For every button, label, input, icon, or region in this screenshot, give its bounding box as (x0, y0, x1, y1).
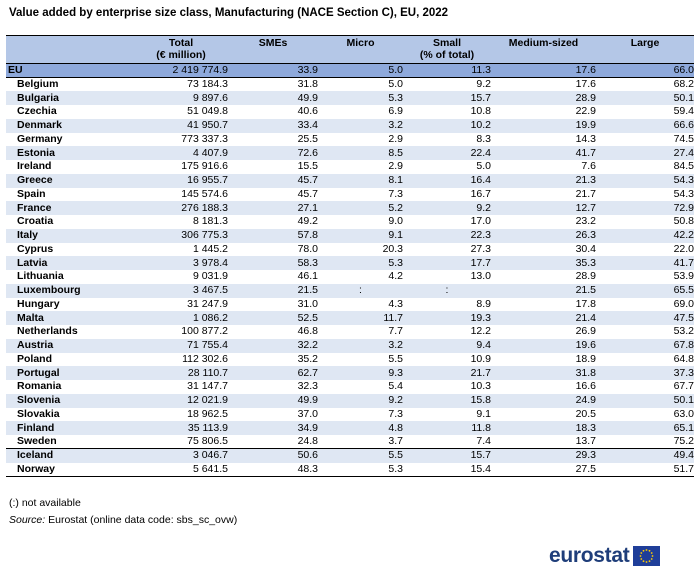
cell-total: 51 049.8 (126, 105, 228, 119)
country-name: Slovakia (6, 408, 126, 422)
cell-total: 31 247.9 (126, 298, 228, 312)
cell-micro: 3.7 (318, 435, 403, 449)
cell-large: 72.9 (596, 201, 694, 215)
cell-total: 276 188.3 (126, 201, 228, 215)
cell-micro: 9.0 (318, 215, 403, 229)
table-row (6, 270, 694, 284)
cell-smes: 32.2 (228, 339, 318, 353)
flag-star (649, 550, 651, 552)
cell-micro: : (318, 284, 403, 298)
cell-micro: 2.9 (318, 160, 403, 174)
table-row (6, 284, 694, 298)
cell-small: 27.3 (403, 243, 491, 257)
cell-medium: 17.8 (491, 298, 596, 312)
cell-micro: 5.5 (318, 449, 403, 463)
country-name: Estonia (6, 146, 126, 160)
cell-total: 112 302.6 (126, 353, 228, 367)
cell-small: 11.3 (403, 64, 491, 78)
table-row (6, 421, 694, 435)
header-total-line2: (€ million) (156, 49, 206, 61)
cell-large: 22.0 (596, 243, 694, 257)
table-row (6, 311, 694, 325)
country-name: Italy (6, 229, 126, 243)
cell-total: 3 046.7 (126, 449, 228, 463)
cell-smes: 78.0 (228, 243, 318, 257)
cell-large: 50.1 (596, 91, 694, 105)
cell-micro: 7.3 (318, 188, 403, 202)
cell-large: 53.2 (596, 325, 694, 339)
cell-small: 9.4 (403, 339, 491, 353)
cell-small: 5.0 (403, 160, 491, 174)
country-name: EU (6, 64, 126, 78)
cell-smes: 49.9 (228, 91, 318, 105)
cell-medium: 24.9 (491, 394, 596, 408)
cell-medium: 20.5 (491, 408, 596, 422)
cell-micro: 6.9 (318, 105, 403, 119)
header-small-line1: Small (432, 37, 461, 49)
header-large: Large (596, 36, 694, 64)
cell-small: 7.4 (403, 435, 491, 449)
cell-large: 50.8 (596, 215, 694, 229)
cell-medium: 21.3 (491, 174, 596, 188)
cell-micro: 4.2 (318, 270, 403, 284)
table-row (6, 243, 694, 257)
table-row (6, 408, 694, 422)
flag-star (651, 558, 653, 560)
cell-smes: 46.8 (228, 325, 318, 339)
country-name: Slovenia (6, 394, 126, 408)
cell-medium: 13.7 (491, 435, 596, 449)
cell-total: 1 445.2 (126, 243, 228, 257)
cell-small: 10.9 (403, 353, 491, 367)
cell-smes: 35.2 (228, 353, 318, 367)
table-row (6, 201, 694, 215)
country-name: Germany (6, 133, 126, 147)
cell-medium: 12.7 (491, 201, 596, 215)
cell-micro: 9.3 (318, 366, 403, 380)
country-name: Hungary (6, 298, 126, 312)
cell-medium: 41.7 (491, 146, 596, 160)
country-name: Sweden (6, 435, 126, 449)
cell-total: 28 110.7 (126, 366, 228, 380)
cell-small: 22.3 (403, 229, 491, 243)
table-row (6, 133, 694, 147)
cell-smes: 52.5 (228, 311, 318, 325)
cell-large: 47.5 (596, 311, 694, 325)
cell-micro: 9.1 (318, 229, 403, 243)
cell-medium: 22.9 (491, 105, 596, 119)
cell-smes: 37.0 (228, 408, 318, 422)
cell-small: 10.8 (403, 105, 491, 119)
country-name: Czechia (6, 105, 126, 119)
cell-total: 31 147.7 (126, 380, 228, 394)
cell-medium: 23.2 (491, 215, 596, 229)
table-row (6, 463, 694, 477)
cell-micro: 8.5 (318, 146, 403, 160)
country-name: Iceland (6, 449, 126, 463)
cell-small: 9.2 (403, 201, 491, 215)
cell-total: 1 086.2 (126, 311, 228, 325)
country-name: Romania (6, 380, 126, 394)
cell-micro: 5.3 (318, 91, 403, 105)
flag-star (651, 552, 653, 554)
cell-large: 67.7 (596, 380, 694, 394)
cell-small: 8.9 (403, 298, 491, 312)
country-name: France (6, 201, 126, 215)
cell-total: 145 574.6 (126, 188, 228, 202)
cell-total: 5 641.5 (126, 463, 228, 477)
country-name: Bulgaria (6, 91, 126, 105)
header-micro: Micro (318, 36, 403, 64)
cell-micro: 3.2 (318, 339, 403, 353)
cell-large: 37.3 (596, 366, 694, 380)
country-name: Malta (6, 311, 126, 325)
cell-medium: 27.5 (491, 463, 596, 477)
cell-medium: 28.9 (491, 270, 596, 284)
cell-large: 41.7 (596, 256, 694, 270)
table-row (6, 449, 694, 463)
table-row (6, 91, 694, 105)
cell-medium: 35.3 (491, 256, 596, 270)
cell-medium: 21.7 (491, 188, 596, 202)
cell-medium: 19.9 (491, 119, 596, 133)
flag-star (646, 549, 648, 551)
cell-medium: 18.3 (491, 421, 596, 435)
cell-total: 2 419 774.9 (126, 64, 228, 78)
table-row (6, 160, 694, 174)
cell-large: 51.7 (596, 463, 694, 477)
cell-smes: 31.0 (228, 298, 318, 312)
table-row (6, 366, 694, 380)
cell-total: 3 978.4 (126, 256, 228, 270)
header-smes: SMEs (228, 36, 318, 64)
cell-small: 15.4 (403, 463, 491, 477)
cell-smes: 58.3 (228, 256, 318, 270)
country-name: Croatia (6, 215, 126, 229)
country-name: Finland (6, 421, 126, 435)
cell-total: 175 916.6 (126, 160, 228, 174)
cell-medium: 26.9 (491, 325, 596, 339)
header-country (6, 36, 126, 64)
cell-large: 69.0 (596, 298, 694, 312)
cell-smes: 34.9 (228, 421, 318, 435)
cell-micro: 4.8 (318, 421, 403, 435)
cell-total: 12 021.9 (126, 394, 228, 408)
header-small (403, 36, 491, 64)
table-row (6, 339, 694, 353)
cell-smes: 15.5 (228, 160, 318, 174)
cell-medium: 7.6 (491, 160, 596, 174)
country-name: Poland (6, 353, 126, 367)
eurostat-logo (549, 544, 660, 568)
cell-large: 65.5 (596, 284, 694, 298)
cell-smes: 45.7 (228, 188, 318, 202)
header-total (126, 36, 228, 64)
table-row (6, 105, 694, 119)
cell-small: 15.7 (403, 449, 491, 463)
country-name: Belgium (6, 78, 126, 92)
cell-medium: 21.4 (491, 311, 596, 325)
cell-total: 75 806.5 (126, 435, 228, 449)
cell-medium: 19.6 (491, 339, 596, 353)
cell-total: 4 407.9 (126, 146, 228, 160)
flag-star (643, 550, 645, 552)
cell-total: 773 337.3 (126, 133, 228, 147)
cell-smes: 24.8 (228, 435, 318, 449)
cell-small: 19.3 (403, 311, 491, 325)
cell-smes: 50.6 (228, 449, 318, 463)
cell-smes: 49.2 (228, 215, 318, 229)
header-small-line2: (% of total) (419, 49, 475, 61)
cell-large: 66.0 (596, 64, 694, 78)
footnote: (:) not available (9, 497, 81, 509)
table-row (6, 298, 694, 312)
table-row (6, 146, 694, 160)
cell-small: 22.4 (403, 146, 491, 160)
cell-large: 63.0 (596, 408, 694, 422)
cell-small: 13.0 (403, 270, 491, 284)
cell-large: 54.3 (596, 188, 694, 202)
eu-flag-icon (633, 546, 660, 566)
cell-smes: 45.7 (228, 174, 318, 188)
table-row (6, 229, 694, 243)
cell-large: 65.1 (596, 421, 694, 435)
cell-medium: 17.6 (491, 64, 596, 78)
cell-small: 9.1 (403, 408, 491, 422)
cell-large: 53.9 (596, 270, 694, 284)
table-row (6, 256, 694, 270)
country-name: Spain (6, 188, 126, 202)
cell-total: 3 467.5 (126, 284, 228, 298)
cell-large: 68.2 (596, 78, 694, 92)
cell-medium: 28.9 (491, 91, 596, 105)
cell-large: 66.6 (596, 119, 694, 133)
flag-star (641, 558, 643, 560)
table-row (6, 353, 694, 367)
cell-small: 17.0 (403, 215, 491, 229)
header-total-line1: Total (168, 37, 194, 49)
cell-total: 9 031.9 (126, 270, 228, 284)
cell-small: 11.8 (403, 421, 491, 435)
cell-smes: 57.8 (228, 229, 318, 243)
cell-small: 8.3 (403, 133, 491, 147)
source-note (9, 514, 237, 526)
table-row (6, 119, 694, 133)
cell-total: 306 775.3 (126, 229, 228, 243)
cell-small: 12.2 (403, 325, 491, 339)
table-header-row (6, 36, 694, 64)
table-row (6, 215, 694, 229)
cell-smes: 40.6 (228, 105, 318, 119)
cell-micro: 7.7 (318, 325, 403, 339)
cell-total: 9 897.6 (126, 91, 228, 105)
table-row (6, 78, 694, 92)
cell-micro: 5.0 (318, 64, 403, 78)
flag-star (640, 555, 642, 557)
cell-total: 18 962.5 (126, 408, 228, 422)
country-name: Greece (6, 174, 126, 188)
cell-smes: 49.9 (228, 394, 318, 408)
table-row (6, 188, 694, 202)
cell-micro: 4.3 (318, 298, 403, 312)
cell-total: 35 113.9 (126, 421, 228, 435)
cell-micro: 5.4 (318, 380, 403, 394)
header-medium: Medium-sized (491, 36, 596, 64)
cell-medium: 14.3 (491, 133, 596, 147)
source-label: Source: (9, 514, 46, 526)
cell-total: 41 950.7 (126, 119, 228, 133)
table-row (6, 325, 694, 339)
cell-micro: 20.3 (318, 243, 403, 257)
country-name: Norway (6, 463, 126, 477)
cell-total: 8 181.3 (126, 215, 228, 229)
country-name: Netherlands (6, 325, 126, 339)
cell-smes: 21.5 (228, 284, 318, 298)
table-row (6, 174, 694, 188)
cell-medium: 17.6 (491, 78, 596, 92)
cell-large: 84.5 (596, 160, 694, 174)
country-name: Latvia (6, 256, 126, 270)
cell-smes: 25.5 (228, 133, 318, 147)
cell-large: 54.3 (596, 174, 694, 188)
cell-smes: 62.7 (228, 366, 318, 380)
cell-micro: 5.2 (318, 201, 403, 215)
cell-smes: 33.9 (228, 64, 318, 78)
cell-micro: 3.2 (318, 119, 403, 133)
cell-total: 73 184.3 (126, 78, 228, 92)
cell-micro: 7.3 (318, 408, 403, 422)
cell-micro: 9.2 (318, 394, 403, 408)
cell-small: 10.2 (403, 119, 491, 133)
flag-star (646, 561, 648, 563)
source-text: Eurostat (online data code: sbs_sc_ovw) (48, 514, 238, 526)
cell-small: 10.3 (403, 380, 491, 394)
cell-small: 9.2 (403, 78, 491, 92)
cell-micro: 5.5 (318, 353, 403, 367)
cell-small: 16.4 (403, 174, 491, 188)
cell-micro: 5.3 (318, 463, 403, 477)
country-name: Ireland (6, 160, 126, 174)
cell-large: 27.4 (596, 146, 694, 160)
country-name: Luxembourg (6, 284, 126, 298)
flag-star (643, 560, 645, 562)
cell-large: 74.5 (596, 133, 694, 147)
cell-large: 64.8 (596, 353, 694, 367)
cell-smes: 32.3 (228, 380, 318, 394)
table-title: Value added by enterprise size class, Manufacturing (NACE Section C), EU, 2022 (9, 7, 449, 19)
cell-small: 16.7 (403, 188, 491, 202)
cell-large: 42.2 (596, 229, 694, 243)
cell-large: 50.1 (596, 394, 694, 408)
cell-medium: 31.8 (491, 366, 596, 380)
cell-medium: 16.6 (491, 380, 596, 394)
cell-small: 15.7 (403, 91, 491, 105)
cell-small: 21.7 (403, 366, 491, 380)
country-name: Cyprus (6, 243, 126, 257)
flag-star (652, 555, 654, 557)
cell-smes: 46.1 (228, 270, 318, 284)
cell-micro: 5.3 (318, 256, 403, 270)
table-row (6, 380, 694, 394)
data-table (6, 35, 694, 477)
table-row (6, 394, 694, 408)
cell-micro: 2.9 (318, 133, 403, 147)
cell-smes: 27.1 (228, 201, 318, 215)
table-row-eu (6, 64, 694, 78)
cell-total: 16 955.7 (126, 174, 228, 188)
cell-micro: 8.1 (318, 174, 403, 188)
cell-medium: 29.3 (491, 449, 596, 463)
flag-star (641, 552, 643, 554)
flag-star (649, 560, 651, 562)
table-row (6, 435, 694, 449)
cell-smes: 72.6 (228, 146, 318, 160)
cell-medium: 30.4 (491, 243, 596, 257)
cell-large: 59.4 (596, 105, 694, 119)
cell-large: 67.8 (596, 339, 694, 353)
cell-medium: 21.5 (491, 284, 596, 298)
cell-micro: 11.7 (318, 311, 403, 325)
cell-small: 17.7 (403, 256, 491, 270)
eurostat-logo-text: eurostat (549, 544, 630, 567)
cell-micro: 5.0 (318, 78, 403, 92)
cell-medium: 18.9 (491, 353, 596, 367)
country-name: Lithuania (6, 270, 126, 284)
cell-total: 71 755.4 (126, 339, 228, 353)
country-name: Austria (6, 339, 126, 353)
cell-large: 75.2 (596, 435, 694, 449)
cell-smes: 31.8 (228, 78, 318, 92)
cell-large: 49.4 (596, 449, 694, 463)
country-name: Denmark (6, 119, 126, 133)
cell-small: 15.8 (403, 394, 491, 408)
cell-smes: 33.4 (228, 119, 318, 133)
cell-smes: 48.3 (228, 463, 318, 477)
cell-small: : (403, 284, 491, 298)
cell-total: 100 877.2 (126, 325, 228, 339)
country-name: Portugal (6, 366, 126, 380)
cell-medium: 26.3 (491, 229, 596, 243)
